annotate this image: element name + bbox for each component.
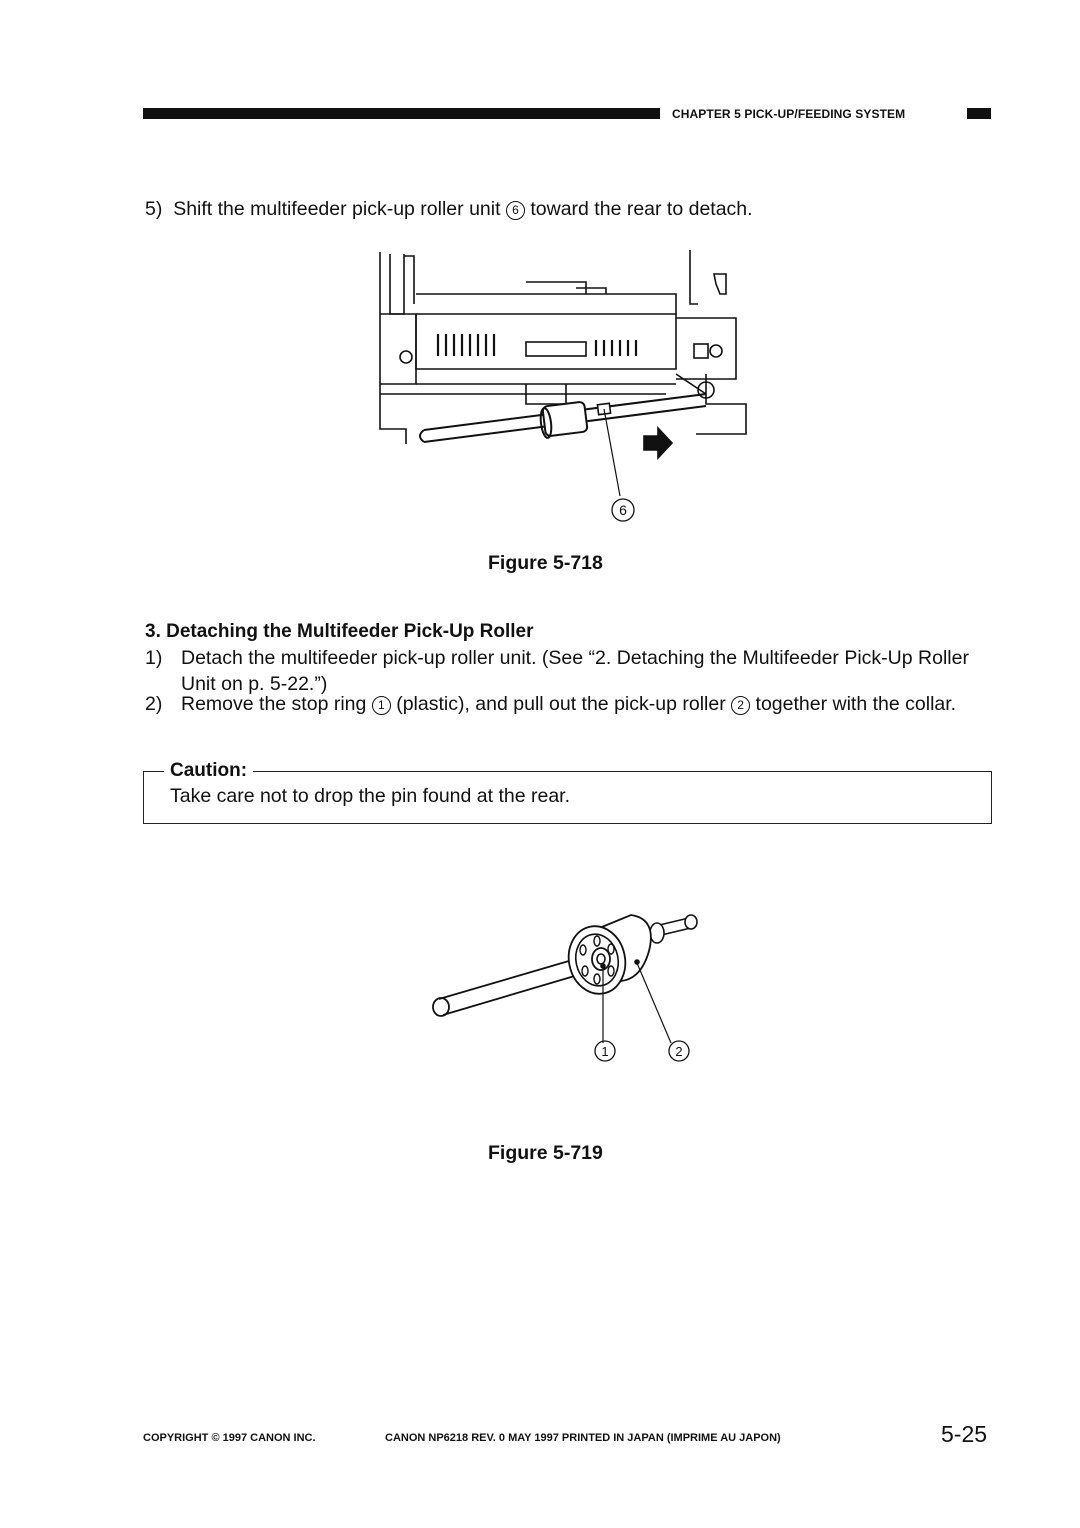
list-number: 1) <box>145 647 163 669</box>
step-text-end: toward the rear to detach. <box>530 198 753 220</box>
list-text-part: together with the collar. <box>755 693 957 715</box>
figure-718-illustration <box>376 244 756 529</box>
list-text-part: (plastic), and pull out the pick-up roller <box>396 693 726 715</box>
figure-719-illustration <box>425 905 715 1070</box>
list-item-1 <box>145 645 993 697</box>
callout-marker: 2 <box>731 696 750 715</box>
figure-719-callout-1: 1 <box>601 1044 609 1059</box>
page-number: 5-25 <box>941 1421 988 1447</box>
header-rule-left <box>143 108 660 119</box>
list-number: 2) <box>145 693 163 715</box>
callout-marker: 6 <box>506 201 525 220</box>
figure-719-callout-2: 2 <box>675 1044 683 1059</box>
footer-print-info: CANON NP6218 REV. 0 MAY 1997 PRINTED IN JAPAN (IMPRIME AU JAPON) <box>385 1432 781 1444</box>
list-text <box>181 691 993 717</box>
section-title: 3. Detaching the Multifeeder Pick-Up Roller <box>145 621 534 642</box>
step-5 <box>145 196 753 222</box>
header-rule-right <box>967 108 991 119</box>
caution-text: Take care not to drop the pin found at the rear. <box>170 785 571 807</box>
list-text: Detach the multifeeder pick-up roller unit. (See “2. Detaching the Multifeeder Pick-Up Roller Unit on p. 5-22.”) <box>181 647 969 695</box>
figure-718-caption: Figure 5-718 <box>488 552 603 574</box>
chapter-header: CHAPTER 5 PICK-UP/FEEDING SYSTEM <box>672 107 906 121</box>
figure-719-caption: Figure 5-719 <box>488 1142 603 1164</box>
step-text: Shift the multifeeder pick-up roller unit <box>173 198 501 220</box>
figure-718-callout: 6 <box>619 502 627 518</box>
caution-label: Caution: <box>164 760 253 782</box>
step-number: 5) <box>145 198 163 220</box>
list-text-part: Remove the stop ring <box>181 693 367 715</box>
callout-marker: 1 <box>372 696 391 715</box>
footer-copyright: COPYRIGHT © 1997 CANON INC. <box>143 1432 316 1444</box>
list-item-2 <box>145 691 993 743</box>
